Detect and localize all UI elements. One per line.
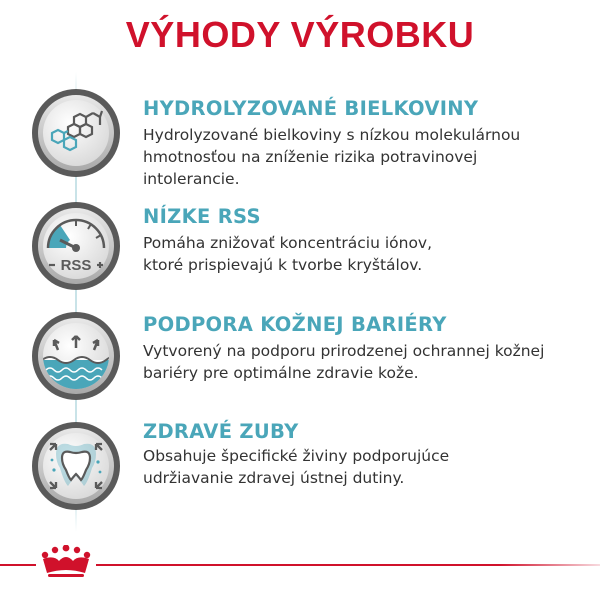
benefit-title: PODPORA KOŽNEJ BARIÉRY bbox=[143, 313, 447, 336]
rss-icon-label: RSS bbox=[60, 257, 92, 274]
skin-barrier-icon bbox=[30, 310, 122, 402]
footer-line-left bbox=[0, 564, 36, 566]
benefit-description: Pomáha znižovať koncentráciu iónov, ktoré prispievajú k tvorbe kryštálov. bbox=[143, 234, 433, 274]
benefit-description: Vytvorený na podporu prirodzenej ochrannej kožnej bariéry pre optimálne zdravie kože. bbox=[143, 342, 545, 382]
benefit-title: HYDROLYZOVANÉ BIELKOVINY bbox=[143, 97, 479, 120]
footer-line-right bbox=[96, 564, 600, 566]
benefit-title: ZDRAVÉ ZUBY bbox=[143, 420, 299, 443]
benefit-title: NÍZKE RSS bbox=[143, 205, 261, 228]
hydrolyzed-protein-molecule-icon bbox=[30, 87, 122, 179]
tooth-icon bbox=[30, 420, 122, 512]
page-title: VÝHODY VÝROBKU bbox=[125, 14, 475, 55]
benefit-description: Obsahuje špecifické živiny podporujúce udržiavanie zdravej ústnej dutiny. bbox=[143, 447, 450, 487]
benefit-description: Hydrolyzované bielkoviny s nízkou molekulárnou hmotnosťou na zníženie rizika potravinovej intolerancie. bbox=[143, 126, 521, 188]
royal-canin-crown-logo bbox=[36, 545, 96, 579]
rss-gauge-icon bbox=[30, 200, 122, 292]
